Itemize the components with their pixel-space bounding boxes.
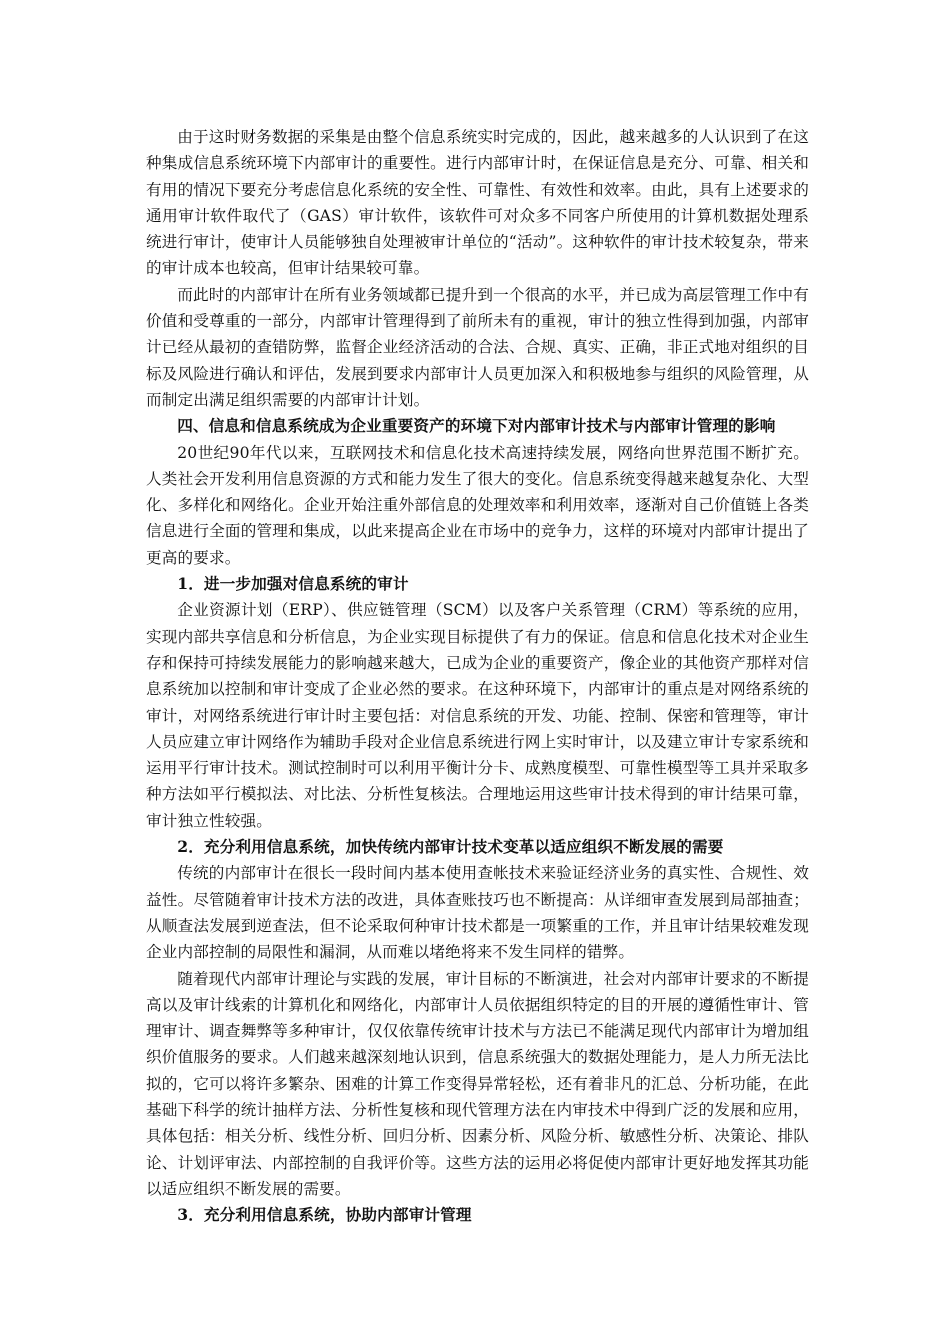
paragraph-internal-audit-level: 而此时的内部审计在所有业务领域都已提升到一个很高的水平，并已成为高层管理工作中有价值和受尊重的一部分，内部审计管理得到了前所未有的重视，审计的独立性得到加强，内部审计已经从最初的查错防弊，监督企业经济活动的合法、合规、真实、正确，非正式地对组织的目标及风险进行确认和评估，发展到要求内部审计人员更加深入和积极地参与组织的风险管理，从而制定出满足组织需要的内部审计计划。 [146, 285, 809, 409]
subheading-2: 2．充分利用信息系统，加快传统内部审计技术变革以适应组织不断发展的需要 [177, 837, 724, 857]
paragraph-modern-audit: 随着现代内部审计理论与实践的发展，审计目标的不断演进，社会对内部审计要求的不断提高以及审计线索的计算机化和网络化，内部审计人员依据组织特定的目的开展的遵循性审计、管理审计、调查舞弊等多种审计，仅仅依靠传统审计技术与方法已不能满足现代内部审计为增加组织价值服务的要求。人们越来越深刻地认识到，信息系统强大的数据处理能力，是人力所无法比拟的，它可以将许多繁杂、困难的计算工作变得异常轻松，还有着非凡的汇总、分析功能，在此基础下科学的统计抽样方法、分析性复核和现代管理方法在内审技术中得到广泛的发展和应用，具体包括：相关分析、线性分析、回归分析、因素分析、风险分析、敏感性分析、决策论、排队论、计划评审法、内部控制的自我评价等。这些方法的运用必将促使内部审计更好地发挥其功能以适应组织不断发展的需要。 [146, 969, 809, 1198]
paragraph-gas-software: 由于这时财务数据的采集是由整个信息系统实时完成的，因此，越来越多的人认识到了在这种集成信息系统环境下内部审计的重要性。进行内部审计时，在保证信息是充分、可靠、相关和有用的情况下要充分考虑信息化系统的安全性、可靠性、有效性和效率。由此，具有上述要求的通用审计软件取代了（GAS）审计软件，该软件可对众多不同客户所使用的计算机数据处理系统进行审计，使审计人员能够独自处理被审计单位的“活动”。这种软件的审计技术较复杂，带来的审计成本也较高，但审计结果较可靠。 [146, 128, 809, 278]
document-body [146, 124, 809, 1228]
paragraph-erp-scm-crm: 企业资源计划（ERP）、供应链管理（SCM）以及客户关系管理（CRM）等系统的应用，实现内部共享信息和分析信息，为企业实现目标提供了有力的保证。信息和信息化技术对企业生存和保持可持续发展能力的影响越来越大，已成为企业的重要资产，像企业的其他资产那样对信息系统加以控制和审计变成了企业必然的要求。在这种环境下，内部审计的重点是对网络系统的审计，对网络系统进行审计时主要包括：对信息系统的开发、功能、控制、保密和管理等，审计人员应建立审计网络作为辅助手段对企业信息系统进行网上实时审计，以及建立审计专家系统和运用平行审计技术。测试控制时可以利用平衡计分卡、成熟度模型、可靠性模型等工具并采取多种方法如平行模拟法、对比法、分析性复核法。合理地运用这些审计技术得到的审计结果可靠，审计独立性较强。 [146, 601, 809, 830]
paragraph-traditional-audit: 传统的内部审计在很长一段时间内基本使用查帐技术来验证经济业务的真实性、合规性、效益性。尽管随着审计技术方法的改进，具体查账技巧也不断提高：从详细审查发展到局部抽查；从顺查法发展到逆查法，但不论采取何种审计技术都是一项繁重的工作，并且审计结果较难发现企业内部控制的局限性和漏洞，从而难以堵绝将来不发生同样的错弊。 [146, 864, 809, 962]
section-heading-4: 四、信息和信息系统成为企业重要资产的环境下对内部审计技术与内部审计管理的影响 [177, 416, 776, 436]
subheading-1: 1．进一步加强对信息系统的审计 [177, 574, 409, 594]
paragraph-1990s-internet: 20世纪90年代以来，互联网技术和信息化技术高速持续发展，网络向世界范围不断扩充。人类社会开发利用信息资源的方式和能力发生了很大的变化。信息系统变得越来越复杂化、大型化、多样化和网络化。企业开始注重外部信息的处理效率和利用效率，逐渐对自己价值链上各类信息进行全面的管理和集成，以此来提高企业在市场中的竞争力，这样的环境对内部审计提出了更高的要求。 [146, 443, 809, 567]
subheading-3: 3．充分利用信息系统，协助内部审计管理 [177, 1205, 472, 1225]
